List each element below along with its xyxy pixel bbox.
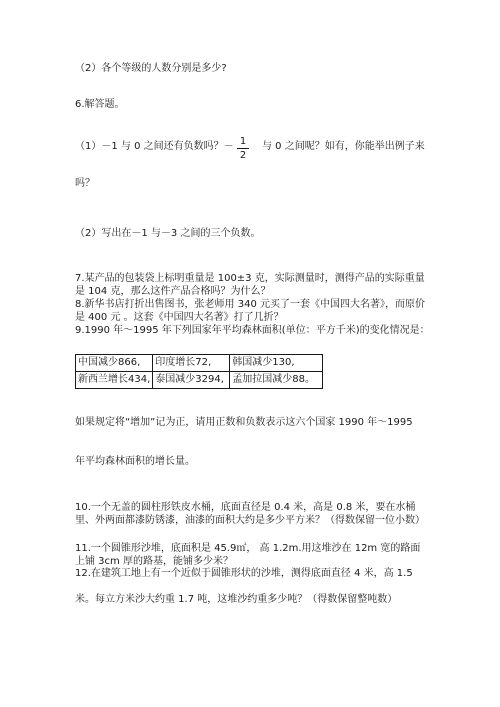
q6-title: 6.解答题。 bbox=[75, 99, 125, 110]
q9-title: 9.1990 年～1995 年下列国家年平均森林面积(单位：平方千米)的变化情况是： bbox=[75, 325, 430, 336]
table-cell: 孟加拉国减少88。 bbox=[230, 372, 323, 389]
q12-line1: 12.在建筑工地上有一个近似于圆锥形状的沙堆，测得底面直径 4 米，高 1.5 bbox=[75, 568, 413, 579]
q6-sub2: （2）写出在－1 与－3 之间的三个负数。 bbox=[75, 228, 261, 239]
q9-follow-line2: 年平均森林面积的增长量。 bbox=[75, 456, 195, 467]
q6-sub1-before: （1）－1 与 0 之间还有负数吗？－ bbox=[75, 141, 234, 152]
table-cell: 中国减少866, bbox=[76, 355, 153, 372]
q6-sub1-after: 与 0 之间呢？如有，你能举出例子来 bbox=[262, 141, 425, 152]
fraction-bar bbox=[237, 148, 249, 149]
q9-follow-line1: 如果规定将“增加”记为正，请用正数和负数表示这六个国家 1990 年～1995 bbox=[75, 417, 413, 428]
q10: 10.一个无盖的圆柱形铁皮水桶，底面直径是 0.4 米，高是 0.8 米，要在水桶里、外两面都漆防锈漆，油漆的面积大约是多少平方米？（得数保留一位小数） bbox=[75, 502, 425, 526]
table-cell: 韩国减少130, bbox=[230, 355, 323, 372]
table-row bbox=[76, 372, 323, 389]
fraction-one-half bbox=[236, 136, 250, 161]
table-row bbox=[76, 355, 323, 372]
q11: 11.一个圆锥形沙堆，底面积是 45.9㎡， 高 1.2m.用这堆沙在 12m 宽的路面上铺 3cm 厚的路基，能铺多少米？ bbox=[75, 543, 421, 567]
table-cell: 新西兰增长434, bbox=[76, 372, 153, 389]
fraction-numerator: 1 bbox=[239, 136, 247, 147]
q5-sub2: （2）各个等级的人数分别是多少? bbox=[75, 63, 227, 74]
table-cell: 泰国减少3294, bbox=[153, 372, 230, 389]
q12-line2: 米。每立方米沙大约重 1.7 吨，这堆沙约重多少吨？（得数保留整吨数） bbox=[75, 594, 398, 605]
fraction-denominator: 2 bbox=[239, 150, 247, 161]
q6-sub1-line2: 吗？ bbox=[75, 178, 95, 189]
table-cell: 印度增长72, bbox=[153, 355, 230, 372]
q8: 8.新华书店打折出售图书，张老师用 340 元买了一套《中国四大名著》，而原价是 400 元 。这套《中国四大名著》打了几折？ bbox=[75, 299, 425, 323]
forest-change-table bbox=[75, 354, 323, 389]
q7: 7.某产品的包装袋上标明重量是 100±3 克，实际测量时，测得产品的实际重量是 104 克，那么这件产品合格吗？为什么？ bbox=[75, 273, 425, 297]
